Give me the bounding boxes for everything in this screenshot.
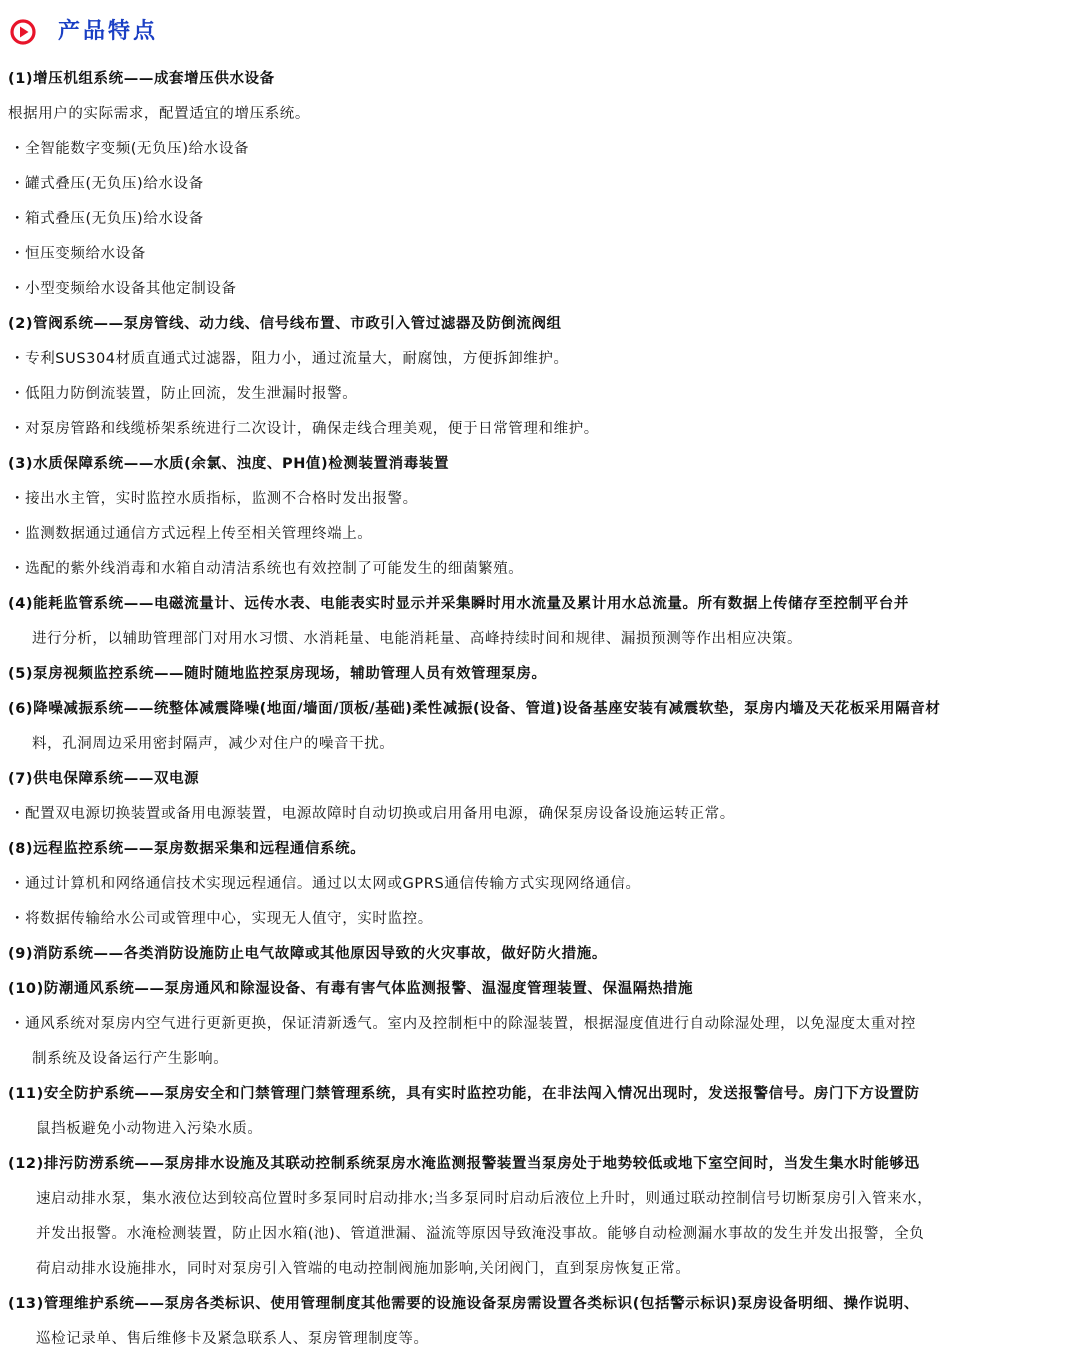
section-heading: (7)供电保障系统——双电源 <box>8 771 200 787</box>
bullet-item: ・将数据传输给水公司或管理中心，实现无人值守，实时监控。 <box>10 911 433 927</box>
continuation-text: 鼠挡板避免小动物进入污染水质。 <box>36 1121 263 1137</box>
section-header <box>10 14 158 50</box>
section-heading: (5)泵房视频监控系统——随时随地监控泵房现场，辅助管理人员有效管理泵房。 <box>8 666 547 682</box>
section-heading: (2)管阀系统——泵房管线、动力线、信号线布置、市政引入管过滤器及防倒流阀组 <box>8 316 562 332</box>
page-title: 产品特点 <box>58 19 159 44</box>
bullet-item: ・小型变频给水设备其他定制设备 <box>10 281 237 297</box>
section-heading: (4)能耗监管系统——电磁流量计、远传水表、电能表实时显示并采集瞬时用水流量及累计用水总流量。所有数据上传储存至控制平台并 <box>8 596 909 612</box>
bullet-item: ・罐式叠压(无负压)给水设备 <box>10 176 204 192</box>
section-heading: (6)降噪减振系统——统整体减震降噪(地面/墙面/顶板/基础)柔性减振(设备、管道)设备基座安装有减震软垫，泵房内墙及天花板采用隔音材 <box>8 701 941 717</box>
section-heading: (13)管理维护系统——泵房各类标识、使用管理制度其他需要的设施设备泵房需设置各类标识(包括警示标识)泵房设备明细、操作说明、 <box>8 1296 919 1312</box>
play-circle-icon <box>10 19 36 45</box>
bullet-item: ・箱式叠压(无负压)给水设备 <box>10 211 204 227</box>
bullet-item: ・专利SUS304材质直通式过滤器，阻力小，通过流量大，耐腐蚀，方便拆卸维护。 <box>10 351 569 367</box>
bullet-item: ・通过计算机和网络通信技术实现远程通信。通过以太网或GPRS通信传输方式实现网络通信。 <box>10 876 641 892</box>
section-heading: (8)远程监控系统——泵房数据采集和远程通信系统。 <box>8 841 366 857</box>
continuation-text: 料，孔洞周边采用密封隔声，减少对住户的噪音干扰。 <box>32 736 395 752</box>
bullet-item: ・配置双电源切换装置或备用电源装置，电源故障时自动切换或启用备用电源，确保泵房设备设施运转正常。 <box>10 806 735 822</box>
bullet-item: ・监测数据通过通信方式远程上传至相关管理终端上。 <box>10 526 373 542</box>
section-heading: (3)水质保障系统——水质(余氯、浊度、PH值)检测装置消毒装置 <box>8 456 450 472</box>
continuation-text: 并发出报警。水淹检测装置，防止因水箱(池)、管道泄漏、溢流等原因导致淹没事故。能够自动检测漏水事故的发生并发出报警，全负 <box>36 1226 925 1242</box>
continuation-text: 巡检记录单、售后维修卡及紧急联系人、泵房管理制度等。 <box>36 1331 429 1347</box>
bullet-item: ・低阻力防倒流装置，防止回流，发生泄漏时报警。 <box>10 386 358 402</box>
bullet-item: ・对泵房管路和线缆桥架系统进行二次设计，确保走线合理美观，便于日常管理和维护。 <box>10 421 599 437</box>
bullet-item: ・通风系统对泵房内空气进行更新更换，保证清新透气。室内及控制柜中的除湿装置，根据湿度值进行自动除湿处理，以免湿度太重对控 <box>10 1016 916 1032</box>
continuation-text: 进行分析，以辅助管理部门对用水习惯、水消耗量、电能消耗量、高峰持续时间和规律、漏损预测等作出相应决策。 <box>32 631 803 647</box>
bullet-item: ・接出水主管，实时监控水质指标，监测不合格时发出报警。 <box>10 491 418 507</box>
continuation-text: 荷启动排水设施排水，同时对泵房引入管端的电动控制阀施加影响,关闭阀门，直到泵房恢复正常。 <box>36 1261 691 1277</box>
continuation-text: 制系统及设备运行产生影响。 <box>32 1051 229 1067</box>
bullet-item: ・选配的紫外线消毒和水箱自动清洁系统也有效控制了可能发生的细菌繁殖。 <box>10 561 524 577</box>
paragraph-text: 根据用户的实际需求，配置适宜的增压系统。 <box>8 106 310 122</box>
section-heading: (9)消防系统——各类消防设施防止电气故障或其他原因导致的火灾事故，做好防火措施。 <box>8 946 607 962</box>
section-heading: (12)排污防涝系统——泵房排水设施及其联动控制系统泵房水淹监测报警装置当泵房处于地势较低或地下室空间时，当发生集水时能够迅 <box>8 1156 920 1172</box>
bullet-item: ・全智能数字变频(无负压)给水设备 <box>10 141 250 157</box>
bullet-item: ・恒压变频给水设备 <box>10 246 146 262</box>
section-heading: (1)增压机组系统——成套增压供水设备 <box>8 71 275 87</box>
section-heading: (11)安全防护系统——泵房安全和门禁管理门禁管理系统，具有实时监控功能，在非法闯入情况出现时，发送报警信号。房门下方设置防 <box>8 1086 920 1102</box>
continuation-text: 速启动排水泵，集水液位达到较高位置时多泵同时启动排水;当多泵同时启动后液位上升时，则通过联动控制信号切断泵房引入管来水， <box>36 1191 933 1207</box>
section-heading: (10)防潮通风系统——泵房通风和除湿设备、有毒有害气体监测报警、温湿度管理装置、保温隔热措施 <box>8 981 694 997</box>
feature-list <box>8 62 1070 1357</box>
